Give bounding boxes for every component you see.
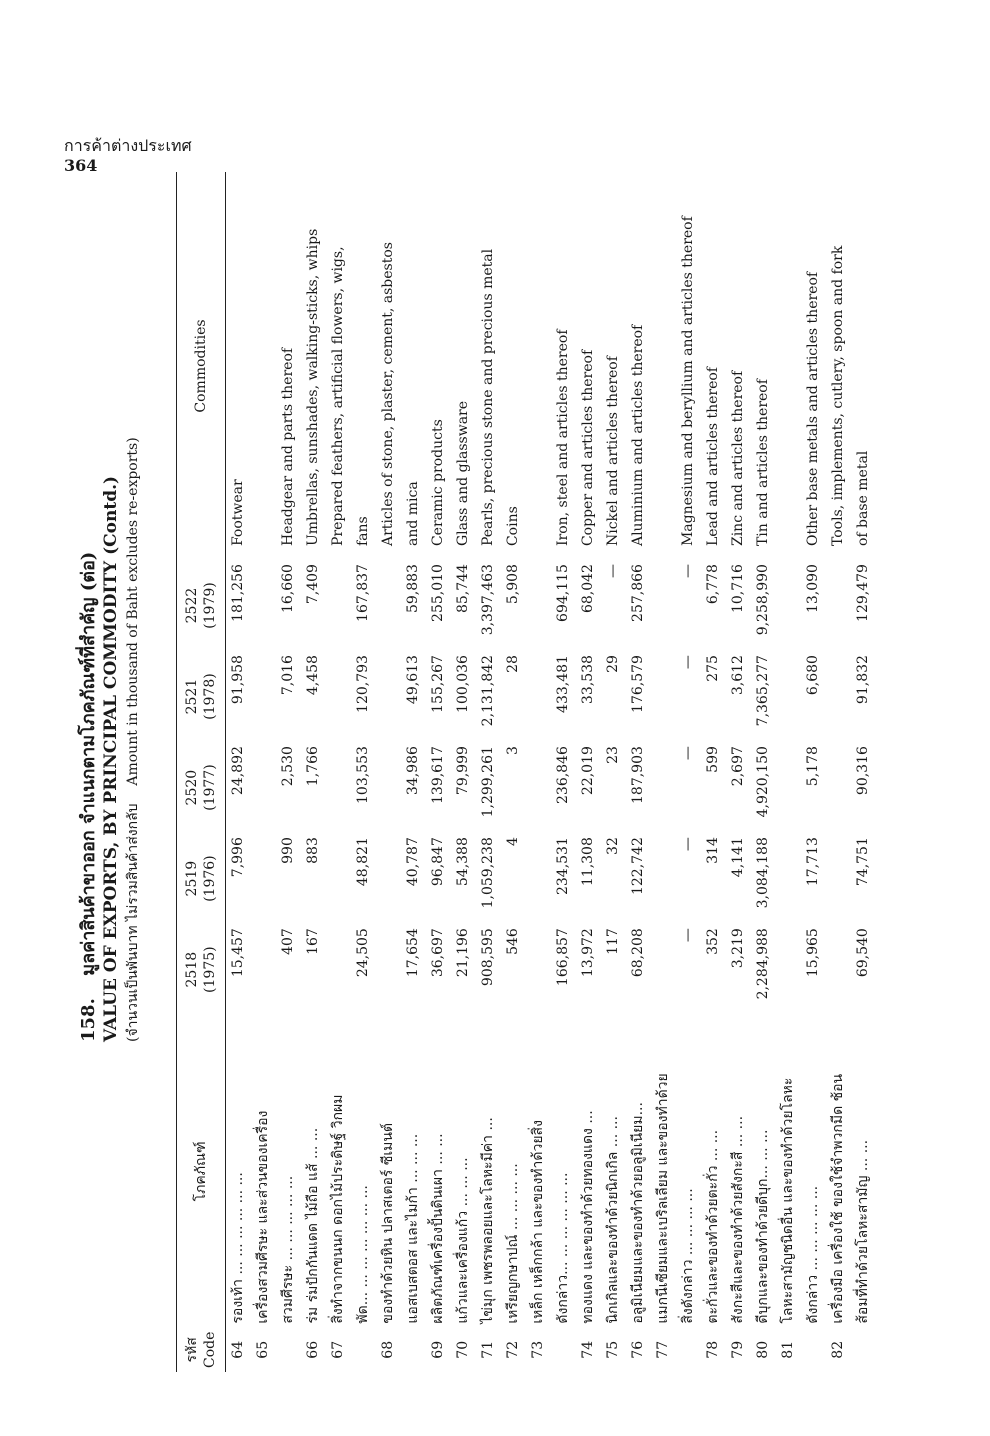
value-1976: 17,713 <box>805 837 821 887</box>
value-1977: 79,999 <box>455 746 471 796</box>
value-1978: 155,267 <box>430 655 446 713</box>
value-1977: 5,178 <box>805 746 821 787</box>
value-1977: 236,846 <box>555 746 571 804</box>
value-1979: 129,479 <box>855 564 871 622</box>
value-1977 <box>251 742 276 833</box>
value-1976: 314 <box>705 837 721 864</box>
value-1979: 694,115 <box>555 564 571 622</box>
row-code: 82 <box>830 1340 846 1359</box>
row-commodity-thai: ส้อมที่ทำด้วยโลหะสามัญ ... ... <box>855 1139 871 1324</box>
value-1978 <box>776 651 801 742</box>
row-commodity-thai: เครื่องสวมศีรษะ และส่วนของเครื่อง <box>255 1110 271 1324</box>
row-commodity-thai: สังกะสีและของทำด้วยสังกะสี ... ... <box>730 1115 746 1324</box>
row-commodity-thai: เหรียญกษาปณ์ ... ... ... ... <box>505 1163 521 1324</box>
rotated-table-page <box>56 172 936 1372</box>
value-1975: 546 <box>505 928 521 955</box>
row-commodity-en <box>776 172 801 560</box>
row-commodity-en: Magnesium and beryllium and articles thereof <box>680 216 696 547</box>
year-1977-header: 2520 (1977) <box>177 742 226 833</box>
value-1978 <box>251 651 276 742</box>
row-commodity-thai: ของทำด้วยหิน ปลาสเตอร์ ซีเมนต์ <box>380 1122 396 1324</box>
value-1978: 2,131,842 <box>480 655 496 727</box>
row-commodity-en: of base metal <box>855 450 871 547</box>
table-row <box>526 172 551 1372</box>
value-1977 <box>651 742 676 833</box>
value-1978 <box>326 651 351 742</box>
value-1975: 17,654 <box>405 928 421 978</box>
unit-english: Amount in thousand of Baht excludes re-exports) <box>125 437 141 786</box>
row-commodity-thai: โลหะสามัญชนิดอื่น และของทำด้วยโลหะ <box>780 1077 796 1324</box>
value-1976: 990 <box>280 837 296 864</box>
table-row <box>301 172 326 1372</box>
value-1975: 2,284,988 <box>755 928 771 1000</box>
row-commodity-en: Nickel and articles thereof <box>605 356 621 547</box>
row-code: 71 <box>480 1340 496 1359</box>
value-1975: 352 <box>705 928 721 955</box>
value-1979: 255,010 <box>430 564 446 622</box>
row-commodity-en: Iron, steel and articles thereof <box>555 329 571 547</box>
value-1977: 22,019 <box>580 746 596 796</box>
value-1975: 908,595 <box>480 928 496 987</box>
value-1978: 120,793 <box>355 655 371 713</box>
exports-table <box>176 172 876 1372</box>
value-1976: 3,084,188 <box>755 837 771 909</box>
row-commodity-en: Copper and articles thereof <box>580 349 596 547</box>
value-1979 <box>776 560 801 651</box>
value-1975: 68,208 <box>630 928 646 978</box>
value-1977: 1,766 <box>305 746 321 787</box>
table-row <box>576 172 601 1372</box>
value-1977 <box>826 742 851 833</box>
table-row <box>726 172 751 1372</box>
year-1975-header: 2518 (1975) <box>177 924 226 1015</box>
row-commodity-thai: ตะกั่วและของทำด้วยตะกั่ว ... ... <box>705 1129 721 1324</box>
row-code: 75 <box>605 1340 621 1359</box>
value-1979: 7,409 <box>305 564 321 605</box>
row-commodity-en: Tin and articles thereof <box>755 379 771 547</box>
value-1979: 68,042 <box>580 564 596 614</box>
value-1975 <box>326 924 351 1015</box>
value-1978: 176,579 <box>630 655 646 713</box>
value-1977: 103,553 <box>355 746 371 804</box>
value-1978: 100,036 <box>455 655 471 713</box>
row-commodity-thai: เหล็ก เหล็กกล้า และของทำด้วยสิ่ง <box>530 1120 546 1324</box>
value-1976: 1,059,238 <box>480 837 496 909</box>
row-commodity-thai: แอสเบสตอส และไมก้า ... ... ... <box>405 1133 421 1324</box>
value-1977: 599 <box>705 746 721 773</box>
row-commodity-thai: นิกเกิลและของทำด้วยนิกเกิล ... ... <box>605 1116 621 1324</box>
value-1976: 54,388 <box>455 837 471 887</box>
value-1975: 24,505 <box>355 928 371 978</box>
row-commodity-en: fans <box>355 516 371 547</box>
row-commodity-en: Umbrellas, sunshades, walking-sticks, whips <box>305 228 321 547</box>
row-code <box>851 1328 876 1372</box>
value-1977: 34,986 <box>405 746 421 796</box>
row-commodity-thai: รองเท้า ... ... ... ... ... ... <box>230 1172 246 1324</box>
table-row <box>501 172 526 1372</box>
row-code <box>801 1328 826 1372</box>
table-row <box>251 172 276 1372</box>
table-row <box>351 172 376 1372</box>
row-commodity-en: Aluminium and articles thereof <box>630 324 646 547</box>
title-thai: มูลค่าสินค้าขาออก จำแนกตามโภคภัณฑ์ที่สำคัญ (ต่อ) <box>78 551 99 976</box>
value-1979: 6,778 <box>705 564 721 605</box>
value-1976 <box>376 833 401 924</box>
value-1979: 10,716 <box>730 564 746 614</box>
value-1978: 3,612 <box>730 655 746 696</box>
value-1977: 2,530 <box>280 746 296 787</box>
row-code: 80 <box>755 1340 771 1359</box>
value-1978 <box>376 651 401 742</box>
row-code <box>351 1328 376 1372</box>
value-1975: 21,196 <box>455 928 471 978</box>
value-1975: 3,219 <box>730 928 746 969</box>
value-1976 <box>326 833 351 924</box>
table-row <box>751 172 776 1372</box>
value-1977: 90,316 <box>855 746 871 796</box>
value-1979 <box>251 560 276 651</box>
value-1978: 6,680 <box>805 655 821 696</box>
value-1977: 4,920,150 <box>755 746 771 818</box>
row-commodity-thai: ดีบุกและของทำด้วยดีบุก... ... ... <box>755 1129 771 1324</box>
value-1978 <box>651 651 676 742</box>
value-1979: 3,397,463 <box>480 564 496 636</box>
value-1975 <box>776 924 801 1015</box>
row-commodity-en: Pearls, precious stone and precious metal <box>480 248 496 547</box>
row-code: 67 <box>330 1340 346 1359</box>
value-1978: — <box>680 655 696 670</box>
value-1976: 32 <box>605 837 621 855</box>
value-1976 <box>251 833 276 924</box>
table-row <box>551 172 576 1372</box>
value-1978: 33,538 <box>580 655 596 705</box>
value-1978: 49,613 <box>405 655 421 705</box>
table-row <box>276 172 301 1372</box>
table-row <box>451 172 476 1372</box>
value-1979 <box>651 560 676 651</box>
table-row <box>376 172 401 1372</box>
value-1975 <box>526 924 551 1015</box>
row-commodity-thai: ร่ม ร่มปักกันแดด ไม้ถือ แส้ ... ... <box>305 1127 321 1324</box>
value-1975 <box>376 924 401 1015</box>
row-commodity-en <box>526 172 551 560</box>
row-commodity-en: Other base metals and articles thereof <box>805 271 821 547</box>
value-1975 <box>651 924 676 1015</box>
table-row <box>676 172 701 1372</box>
value-1976: 48,821 <box>355 837 371 887</box>
row-commodity-en <box>251 172 276 560</box>
value-1979: 167,837 <box>355 564 371 622</box>
table-row <box>626 172 651 1372</box>
value-1975: 69,540 <box>855 928 871 978</box>
value-1979: 9,258,990 <box>755 564 771 636</box>
row-code: 77 <box>655 1340 671 1359</box>
value-1975: 36,697 <box>430 928 446 978</box>
value-1975: 166,857 <box>555 928 571 987</box>
year-1978-header: 2521 (1978) <box>177 651 226 742</box>
value-1978: 91,958 <box>230 655 246 705</box>
value-1979: 16,660 <box>280 564 296 614</box>
page-number: 364 <box>64 156 98 175</box>
value-1976: — <box>680 837 696 852</box>
value-1979: 85,744 <box>455 564 471 614</box>
value-1976: 11,308 <box>580 837 596 887</box>
value-1976: 96,847 <box>430 837 446 887</box>
value-1977: — <box>680 746 696 761</box>
value-1976: 122,742 <box>630 837 646 896</box>
value-1979: 5,908 <box>505 564 521 605</box>
value-1978: 4,458 <box>305 655 321 696</box>
table-header-row <box>177 172 226 1372</box>
table-row <box>801 172 826 1372</box>
value-1977: 139,617 <box>430 746 446 804</box>
code-header: รหัส Code <box>177 1328 226 1372</box>
row-commodity-en: Lead and articles thereof <box>705 367 721 547</box>
value-1976: 883 <box>305 837 321 864</box>
value-1979: 13,090 <box>805 564 821 614</box>
value-1977: 3 <box>505 746 521 756</box>
value-1978: 275 <box>705 655 721 682</box>
value-1976 <box>526 833 551 924</box>
row-commodity-en: Articles of stone, plaster, cement, asbestos <box>380 242 396 547</box>
value-1976 <box>826 833 851 924</box>
value-1977: 1,299,261 <box>480 746 496 818</box>
row-code: 66 <box>305 1340 321 1359</box>
value-1979: 181,256 <box>230 564 246 622</box>
row-commodity-thai: สิ่งทำจากขนนก ดอกไม้ประดิษฐ์ วิกผม <box>330 1094 346 1324</box>
year-1979-header: 2522 (1979) <box>177 560 226 651</box>
value-1975: 13,972 <box>580 928 596 978</box>
row-commodity-thai: สิ่งดังกล่าว ... ... ... ... <box>680 1188 696 1324</box>
row-commodity-en: and mica <box>405 481 421 547</box>
value-1976: 40,787 <box>405 837 421 887</box>
value-1975: 167 <box>305 928 321 955</box>
table-row <box>426 172 451 1372</box>
value-1976 <box>651 833 676 924</box>
value-1977 <box>376 742 401 833</box>
value-1977: 187,903 <box>630 746 646 804</box>
value-1979 <box>826 560 851 651</box>
value-1976: 234,531 <box>555 837 571 896</box>
row-code <box>551 1328 576 1372</box>
row-code: 73 <box>530 1340 546 1359</box>
table-row <box>851 172 876 1372</box>
row-code: 68 <box>380 1340 396 1359</box>
row-commodity-en <box>651 172 676 560</box>
value-1975: 407 <box>280 928 296 955</box>
value-1977 <box>326 742 351 833</box>
row-code <box>676 1328 701 1372</box>
value-1975: 117 <box>605 928 621 955</box>
row-code: 79 <box>730 1340 746 1359</box>
table-row <box>651 172 676 1372</box>
commodity-thai-header: โภคภัณฑ์ <box>177 1015 226 1327</box>
value-1975: 15,965 <box>805 928 821 978</box>
row-code: 74 <box>580 1340 596 1359</box>
section-title: การค้าต่างประเทศ <box>64 136 192 155</box>
table-row <box>476 172 501 1372</box>
value-1978: 433,481 <box>555 655 571 713</box>
row-commodity-thai: แก้วและเครื่องแก้ว ... ... ... <box>455 1157 471 1324</box>
row-code: 72 <box>505 1340 521 1359</box>
value-1975 <box>251 924 276 1015</box>
row-commodity-en: Tools, implements, cutlery, spoon and fork <box>830 245 846 547</box>
value-1978: 7,365,277 <box>755 655 771 727</box>
row-commodity-thai: อลูมิเนียมและของทำด้วยอลูมิเนียม... <box>630 1102 646 1324</box>
value-1979: 59,883 <box>405 564 421 614</box>
row-code: 76 <box>630 1340 646 1359</box>
value-1978: 29 <box>605 655 621 673</box>
value-1975: — <box>680 928 696 943</box>
row-commodity-thai: สวมศีรษะ ... ... ... ... ... <box>280 1175 296 1324</box>
row-commodity-en: Ceramic products <box>430 419 446 547</box>
row-commodity-en: Zinc and articles thereof <box>730 370 746 547</box>
title-english: VALUE OF EXPORTS, BY PRINCIPAL COMMODITY (Contd.) <box>101 475 121 1042</box>
value-1979: 257,866 <box>630 564 646 622</box>
row-commodity-thai: ทองแดง และของทำด้วยทองแดง ... <box>580 1110 596 1324</box>
table-number: 158. <box>78 998 99 1042</box>
value-1976: 4,141 <box>730 837 746 878</box>
commodities-en-header: Commodities <box>177 172 226 560</box>
row-commodity-en: Headgear and parts thereof <box>280 347 296 547</box>
row-commodity-en: Glass and glassware <box>455 400 471 547</box>
value-1979: — <box>680 564 696 579</box>
value-1978 <box>526 651 551 742</box>
row-code: 70 <box>455 1340 471 1359</box>
table-row <box>776 172 801 1372</box>
value-1976: 74,751 <box>855 837 871 887</box>
row-commodity-thai: ดังกล่าว ... ... ... ... ... <box>805 1185 821 1324</box>
value-1977: 23 <box>605 746 621 764</box>
row-commodity-en: Footwear <box>230 479 246 547</box>
value-1978 <box>826 651 851 742</box>
row-code <box>276 1328 301 1372</box>
value-1976: 7,996 <box>230 837 246 878</box>
table-body <box>226 172 877 1372</box>
row-commodity-thai: พัด... ... ... ... ... ... ... <box>355 1185 371 1324</box>
row-code: 65 <box>255 1340 271 1359</box>
value-1978: 91,832 <box>855 655 871 705</box>
row-code <box>401 1328 426 1372</box>
table-row <box>226 172 252 1372</box>
value-1976: 4 <box>505 837 521 847</box>
table-row <box>326 172 351 1372</box>
value-1975: 15,457 <box>230 928 246 978</box>
value-1977 <box>776 742 801 833</box>
value-1979 <box>376 560 401 651</box>
unit-thai: (จำนวนเป็นพันบาท ไม่รวมสินค้าส่งกลับ <box>125 803 141 1042</box>
value-1977: 2,697 <box>730 746 746 787</box>
table-row <box>601 172 626 1372</box>
row-commodity-thai: ผลิตภัณฑ์เครื่องปั้นดินเผา ... ... <box>430 1133 446 1324</box>
row-commodity-thai: ดังกล่าว... ... ... ... ... ... <box>555 1172 571 1324</box>
value-1977: 24,892 <box>230 746 246 796</box>
row-commodity-thai: แมกนีเซียมและเบริลเลียม และของทำด้วย <box>655 1073 671 1324</box>
row-code: 69 <box>430 1340 446 1359</box>
value-1978: 28 <box>505 655 521 673</box>
value-1975 <box>826 924 851 1015</box>
running-head <box>64 136 192 176</box>
table-title <box>78 182 144 1042</box>
row-code: 78 <box>705 1340 721 1359</box>
value-1977 <box>526 742 551 833</box>
table-row <box>701 172 726 1372</box>
row-code: 81 <box>780 1340 796 1359</box>
value-1979 <box>526 560 551 651</box>
row-commodity-en: Prepared feathers, artificial flowers, wigs, <box>330 246 346 547</box>
table-row <box>826 172 851 1372</box>
value-1978: 7,016 <box>280 655 296 696</box>
row-commodity-thai: ไข่มุก เพชรพลอยและโลหะมีค่า ... <box>480 1117 496 1324</box>
row-commodity-thai: เครื่องมือ เครื่องใช้ ของใช้จำพวกมีด ช้อน <box>830 1073 846 1324</box>
value-1979: — <box>605 564 621 579</box>
year-1976-header: 2519 (1976) <box>177 833 226 924</box>
value-1979 <box>326 560 351 651</box>
table-row <box>401 172 426 1372</box>
row-code: 64 <box>230 1340 246 1359</box>
row-commodity-en: Coins <box>505 506 521 547</box>
value-1976 <box>776 833 801 924</box>
